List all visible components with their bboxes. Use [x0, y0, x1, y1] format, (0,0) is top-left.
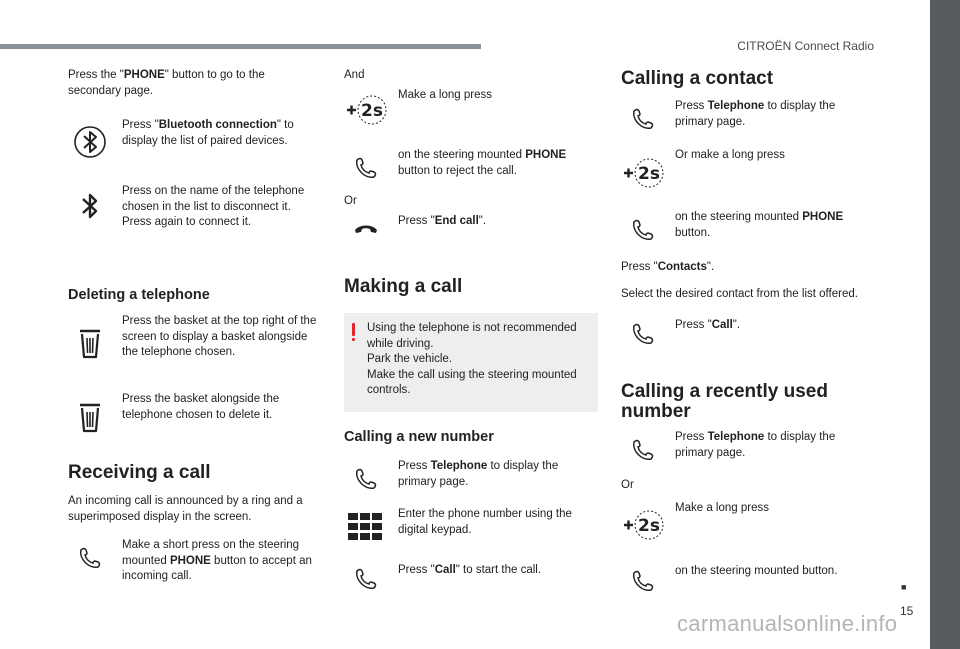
bold-term: Bluetooth connection	[158, 119, 277, 131]
phone-icon	[344, 559, 388, 599]
short-press-text: Make a short press on the steering mounted PHONE button to accept an incoming call.	[122, 539, 312, 582]
c-steering-text: on the steering mounted PHONE button.	[675, 211, 844, 239]
deleting-heading: Deleting a telephone	[68, 287, 210, 303]
bold-term: Telephone	[707, 100, 765, 112]
receiving-heading: Receiving a call	[68, 462, 211, 483]
hang-up-icon	[344, 208, 388, 248]
recent-heading-line-2: number	[621, 401, 691, 422]
phone-icon	[621, 314, 665, 354]
r-press-telephone-text: Press Telephone to display the primary page.	[675, 431, 836, 459]
side-tab	[930, 0, 960, 649]
bold-term: End call	[434, 215, 479, 227]
bold-term: Telephone	[707, 431, 765, 443]
bluetooth-icon	[68, 187, 112, 227]
bold-term: Telephone	[430, 460, 488, 472]
watermark: carmanualsonline.info	[677, 611, 898, 636]
phone-icon	[68, 538, 112, 578]
c-press-call-text: Press "Call".	[675, 319, 741, 331]
c-or-long-press-text: Or make a long press	[675, 149, 785, 161]
phone-icon	[344, 148, 388, 188]
bold-term: PHONE	[169, 554, 211, 567]
receiving-text: An incoming call is announced by a ring and a superimposed display in the screen.	[68, 495, 303, 523]
recent-heading-line-1: Calling a recently used	[621, 381, 828, 402]
continued-marker: ■	[901, 582, 907, 592]
warning-line-2: Park the vehicle.	[367, 353, 453, 365]
new-number-heading: Calling a new number	[344, 429, 494, 445]
bluetooth-connection-icon	[68, 122, 112, 162]
long-press-label: 2s	[361, 101, 383, 121]
bold-term: PHONE	[802, 211, 844, 223]
bold-term: PHONE	[123, 69, 165, 81]
trash-icon	[68, 398, 112, 438]
basket-top-text: Press the basket at the top right of the screen to display a basket alongside the telephone chosen.	[122, 315, 317, 358]
c-press-telephone-text: Press Telephone to display the primary page.	[675, 100, 836, 128]
steering-reject-text: on the steering mounted PHONE button to reject the call.	[398, 149, 567, 177]
r-steering-text: on the steering mounted button.	[675, 565, 838, 577]
contact-heading: Calling a contact	[621, 68, 774, 89]
bold-term: PHONE	[525, 149, 567, 161]
top-rule	[0, 44, 481, 49]
r-or-text: Or	[621, 479, 634, 491]
warning-icon	[352, 323, 356, 341]
phone-icon	[344, 459, 388, 499]
intro-text: Press the "PHONE" button to go to the secondary page.	[68, 69, 265, 97]
phone-icon	[621, 430, 665, 470]
warning-line-3: Make the call using the steering mounted controls.	[367, 368, 577, 396]
press-telephone-text: Press Telephone to display the primary page.	[398, 460, 559, 488]
long-press-2s-icon	[621, 153, 665, 193]
press-call-text: Press "Call" to start the call.	[398, 564, 542, 576]
and-text: And	[344, 69, 365, 81]
press-contacts-text: Press "Contacts".	[621, 261, 715, 273]
page-number: 15	[900, 604, 914, 618]
phone-icon	[621, 210, 665, 250]
bold-term: Call	[711, 319, 733, 331]
phone-icon	[621, 99, 665, 139]
select-contact-text: Select the desired contact from the list offered.	[621, 288, 858, 300]
trash-icon	[68, 324, 112, 364]
long-press-2s-icon	[621, 505, 665, 545]
or-text: Or	[344, 195, 357, 207]
enter-number-text: Enter the phone number using the digital keypad.	[398, 508, 572, 536]
long-press-text: Make a long press	[398, 89, 492, 101]
warning-box	[344, 313, 598, 412]
long-press-label: 2s	[638, 516, 660, 536]
bt-name-text: Press on the name of the telephone chosen in the list to disconnect it. Press again to connect it.	[122, 185, 305, 228]
r-long-press-text: Make a long press	[675, 502, 769, 514]
keypad-icon	[344, 507, 388, 547]
bold-term: Call	[434, 564, 456, 576]
making-heading: Making a call	[344, 276, 463, 297]
warning-line-1: Using the telephone is not recommended while driving.	[367, 322, 577, 350]
end-call-text: Press "End call".	[398, 215, 487, 227]
basket-alongside-text: Press the basket alongside the telephone chosen to delete it.	[122, 393, 280, 421]
bt-connection-text: Press "Bluetooth connection" to display the list of paired devices.	[122, 119, 294, 147]
page-header: CITROËN Connect Radio	[737, 39, 874, 53]
long-press-label: 2s	[638, 164, 660, 184]
bold-term: Contacts	[657, 261, 707, 273]
long-press-2s-icon	[344, 90, 388, 130]
phone-icon	[621, 561, 665, 601]
